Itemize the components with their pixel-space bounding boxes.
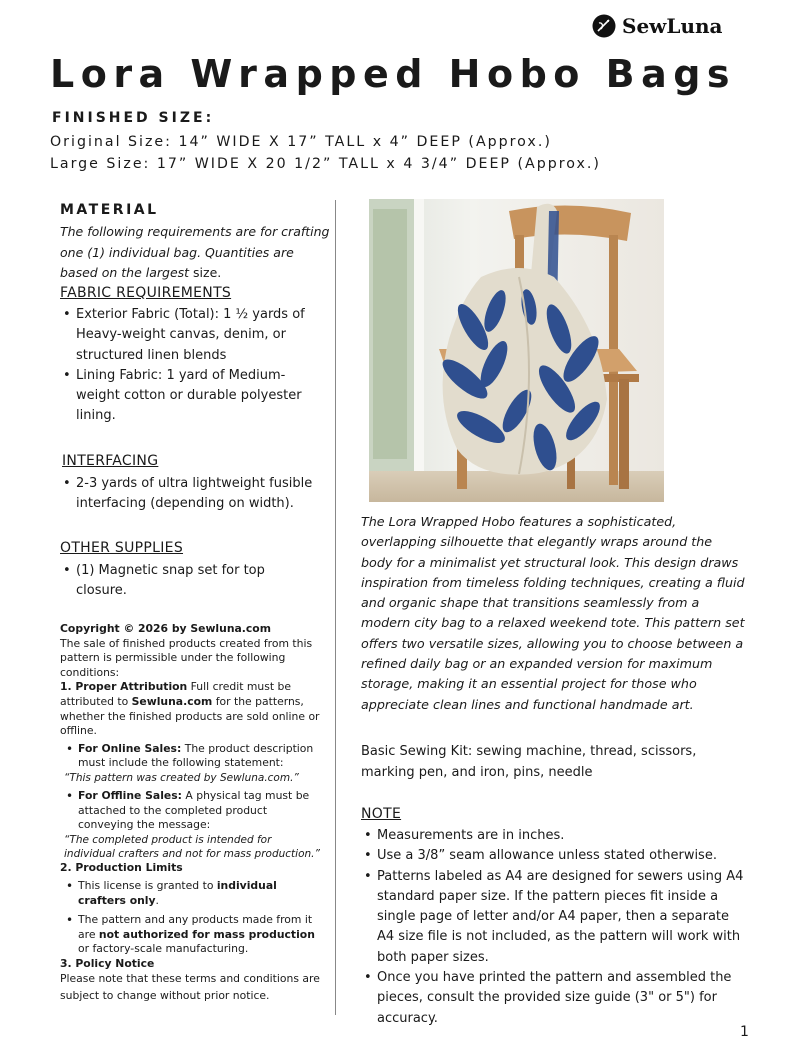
bag-description: The Lora Wrapped Hobo features a sophisticated, overlapping silhouette that elegantly wraps around the body for a minimalist yet structural look. This design draws inspiration from timeless folding techniques, creating a fluid and organic shape that transitions seamlessly from a modern city bag to a relaxed weekend tote. This pattern set offers two versatile sizes, allowing you to choose between a refined daily bag or an expanded version for maximum storage, making it an essential project for those who appreciate clean lines and functional handmade art. — [361, 514, 745, 712]
online-sales-text: The product description must include the following statement: — [78, 741, 314, 770]
bag-on-chair-image — [369, 199, 664, 502]
offline-quote: “The completed product is intended for individual crafters and not for mass production.” — [64, 833, 320, 861]
page-number: 1 — [740, 1024, 749, 1040]
limit-text-end: . — [155, 893, 159, 907]
list-item — [60, 913, 324, 957]
fabric-requirements-heading: FABRIC REQUIREMENTS — [60, 285, 232, 301]
interfacing-heading: INTERFACING — [62, 453, 159, 469]
copyright-intro: The sale of finished products created from this pattern is permissible under the following conditions: — [60, 636, 313, 679]
offline-sales-label: For Offline Sales: — [78, 789, 182, 803]
list-item: • Use a 3/8” seam allowance unless stated otherwise. — [361, 846, 746, 866]
list-item: • Patterns labeled as A4 are designed for sewers using A4 standard paper size. If the pattern pieces fit inside a single page of letter and/or A4 paper, then a separate A4 size file is not included, as the pattern will work with both paper sizes. — [361, 867, 746, 968]
limit-bold: individual crafters only — [78, 878, 277, 907]
policy-notice-heading: 3. Policy Notice — [60, 956, 155, 970]
policy-notice-text: Please note that these terms and conditions are subject to change without prior notice. — [60, 972, 320, 1002]
page-title: Lora Wrapped Hobo Bags — [50, 52, 737, 96]
offline-sales-item — [60, 789, 324, 833]
offline-sales-text: A physical tag must be attached to the completed product conveying the message: — [78, 789, 310, 832]
limit-text: This license is granted to — [78, 878, 217, 892]
list-item: • Once you have printed the pattern and assembled the pieces, consult the provided size guide (3" or 5") for accuracy. — [361, 968, 746, 1029]
bag-photo — [369, 199, 664, 502]
original-size-line: Original Size: 14” WIDE X 17” TALL x 4” DEEP (Approx.) — [50, 134, 552, 150]
list-item: • (1) Magnetic snap set for top closure. — [60, 561, 290, 602]
brand-name: SewLuna — [622, 14, 723, 38]
list-item: • Exterior Fabric (Total): 1 ½ yards of Heavy-weight canvas, denim, or structured linen blends — [60, 305, 320, 366]
attribution-text: Full credit must be attributed to — [60, 680, 292, 708]
needle-logo-icon — [592, 14, 616, 38]
attribution-text-end: for the patterns, whether the finished products are sold online or offline. — [60, 694, 320, 738]
other-supplies-list — [60, 561, 290, 602]
note-list — [361, 826, 746, 1029]
production-limits-heading: 2. Production Limits — [60, 861, 183, 875]
material-intro-tail: size. — [189, 265, 222, 280]
large-size-line: Large Size: 17” WIDE X 20 1/2” TALL x 4 3/4” DEEP (Approx.) — [50, 156, 601, 172]
attribution-paragraph — [60, 680, 324, 738]
basic-sewing-kit: Basic Sewing Kit: sewing machine, thread, scissors, marking pen, and iron, pins, needle — [361, 744, 697, 780]
attribution-site: Sewluna.com — [131, 694, 213, 708]
material-intro — [60, 222, 330, 284]
list-item: • Measurements are in inches. — [361, 826, 746, 846]
limit-text: The pattern and any products made from it are — [78, 913, 313, 941]
limit-text-end: or factory-scale manufacturing. — [78, 942, 249, 956]
other-supplies-heading: OTHER SUPPLIES — [60, 540, 184, 556]
finished-size-label: FINISHED SIZE: — [52, 110, 215, 126]
list-item: • 2-3 yards of ultra lightweight fusible interfacing (depending on width). — [60, 474, 320, 515]
online-quote: “This pattern was created by Sewluna.com.” — [64, 771, 299, 784]
limit-bold: not authorized for mass production — [98, 927, 315, 941]
material-intro-italic: The following requirements are for crafting one (1) individual bag. Quantities are based on the largest — [60, 224, 330, 280]
fabric-list — [60, 305, 320, 427]
note-heading: NOTE — [361, 806, 402, 822]
copyright-heading: Copyright © 2026 by Sewluna.com — [60, 622, 271, 635]
attribution-heading: 1. Proper Attribution — [60, 680, 188, 694]
copyright-block — [60, 622, 324, 1004]
interfacing-list — [60, 474, 320, 515]
brand-logo — [592, 14, 723, 38]
sales-list — [60, 742, 324, 771]
list-item — [60, 879, 324, 908]
online-sales-item — [60, 742, 324, 771]
production-limits-list — [60, 879, 324, 957]
column-divider — [335, 200, 336, 1015]
material-heading: MATERIAL — [60, 202, 159, 218]
list-item: • Lining Fabric: 1 yard of Medium-weight cotton or durable polyester lining. — [60, 366, 320, 427]
online-sales-label: For Online Sales: — [78, 741, 182, 755]
offline-list — [60, 789, 324, 833]
